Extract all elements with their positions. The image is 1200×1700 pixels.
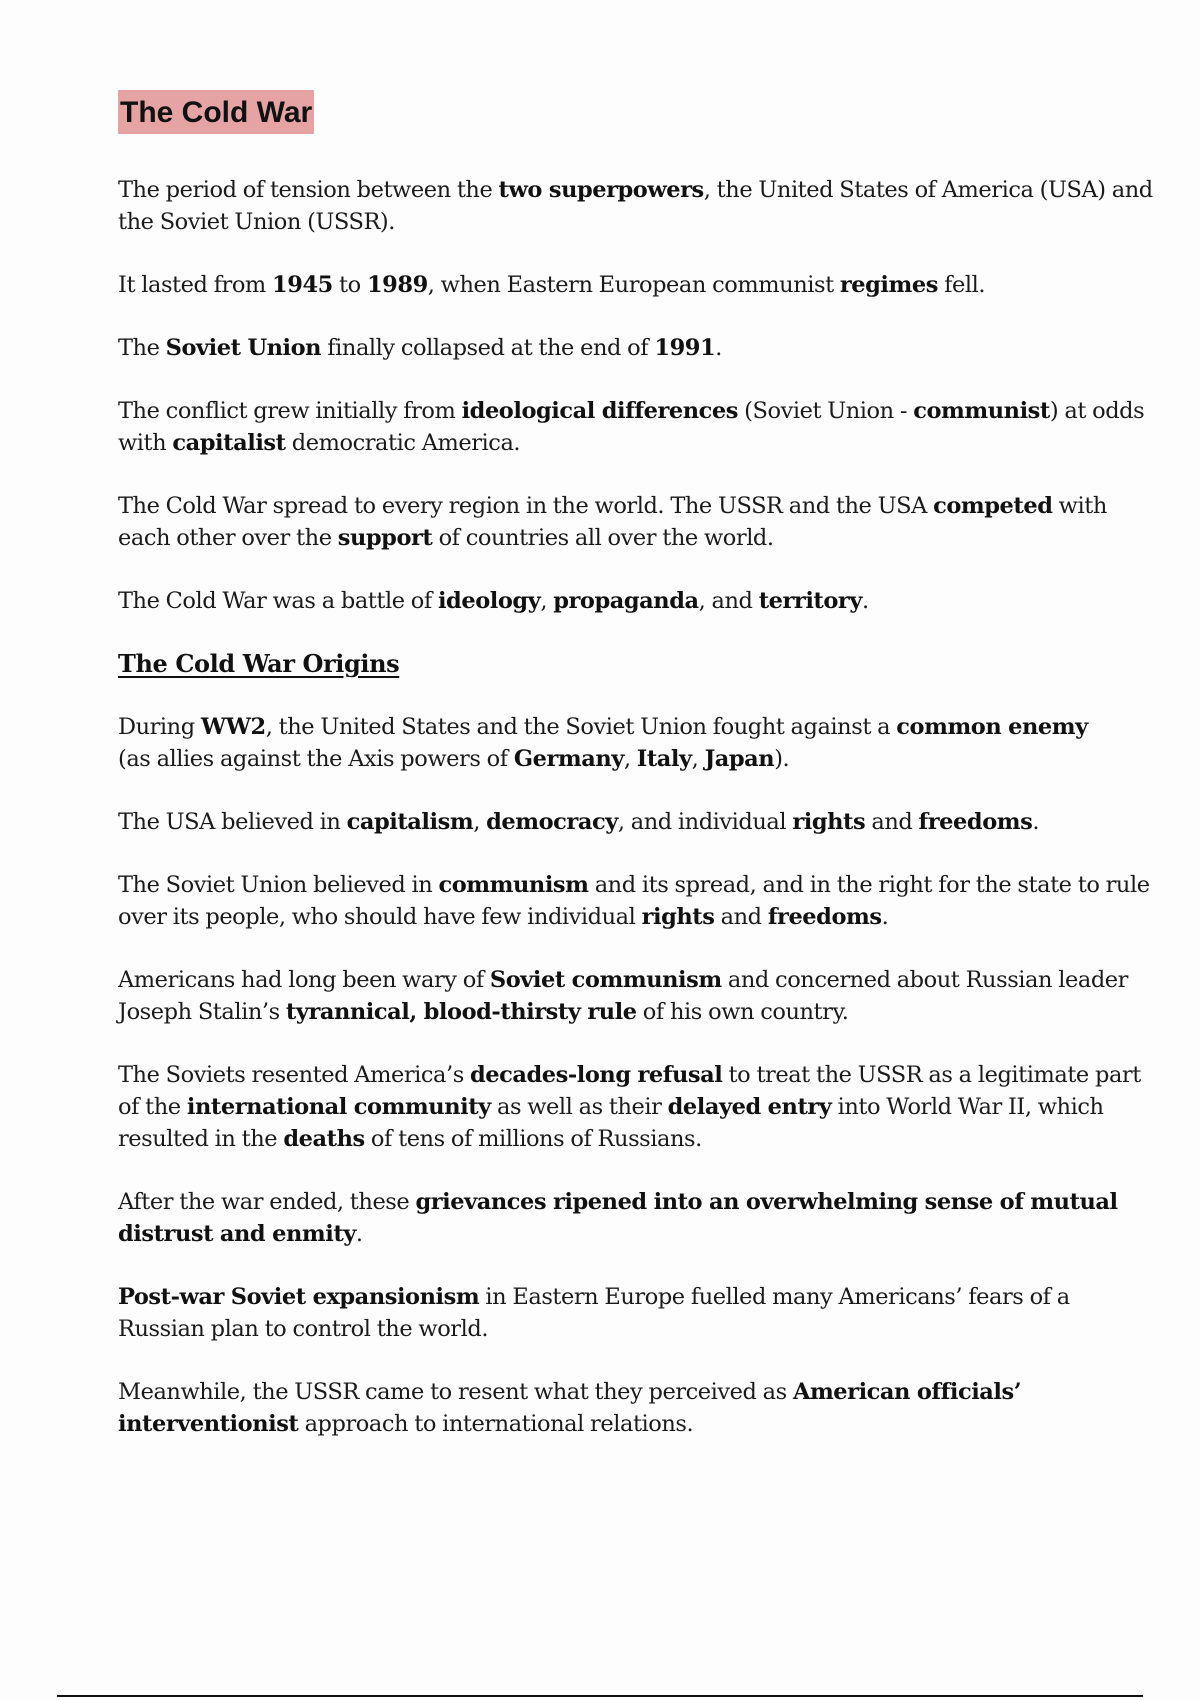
paragraph <box>118 332 1158 364</box>
bold-text: Post-war Soviet expansionism <box>118 1284 480 1310</box>
bold-text: 1945 <box>272 272 333 298</box>
paragraph <box>118 806 1158 838</box>
intro-section <box>118 174 1158 617</box>
bold-text: competed <box>933 493 1053 519</box>
bold-text: rights <box>641 904 715 930</box>
bold-text: Germany <box>513 746 624 772</box>
document-title: The Cold War <box>118 90 314 134</box>
text-run: approach to international relations. <box>298 1411 694 1437</box>
text-run: and <box>865 809 919 835</box>
paragraph <box>118 269 1158 301</box>
paragraph <box>118 395 1158 459</box>
text-run: ). <box>774 746 790 772</box>
bold-text: Japan <box>704 746 775 772</box>
text-run: , <box>540 588 554 614</box>
origins-section <box>118 711 1158 1440</box>
bold-text: Soviet Union <box>165 335 322 361</box>
bold-text: Soviet communism <box>489 967 722 993</box>
text-run: , <box>473 809 487 835</box>
bold-text: support <box>337 525 433 551</box>
paragraph <box>118 1376 1158 1440</box>
bold-text: communist <box>913 398 1050 424</box>
bold-text: deaths <box>283 1126 365 1152</box>
text-run: , <box>691 746 705 772</box>
text-run: The Soviet Union believed in <box>118 872 439 898</box>
text-run: . <box>355 1221 363 1247</box>
bold-text: common enemy <box>896 714 1088 740</box>
text-run: in Eastern Europe fuelled many Americans’ fears of a Russian plan to control the world. <box>118 1284 1070 1342</box>
text-run: and <box>714 904 768 930</box>
bold-text: 1989 <box>366 272 428 298</box>
text-run: into World War II, which resulted in the <box>118 1094 1104 1152</box>
paragraph <box>118 174 1158 238</box>
bold-text: communism <box>438 872 589 898</box>
bold-text: ideological differences <box>461 398 738 424</box>
text-run: with each other over the <box>118 493 1107 551</box>
paragraph <box>118 869 1158 933</box>
text-run: , the United States of America (USA) and the Soviet Union (USSR). <box>118 177 1153 235</box>
bold-text: interventionist <box>118 1411 299 1437</box>
text-run: , and individual <box>617 809 793 835</box>
text-run: During <box>118 714 201 740</box>
bold-text: territory <box>758 588 862 614</box>
text-run: . <box>1032 809 1040 835</box>
bold-text: decades-long refusal <box>470 1062 723 1088</box>
text-run: finally collapsed at the end of <box>321 335 655 361</box>
text-run: ) at odds with <box>118 398 1145 456</box>
text-run: and concerned about Russian leader Joseph Stalin’s <box>118 967 1128 1025</box>
text-run: , the United States and the Soviet Union fought against a <box>265 714 897 740</box>
text-run: and its spread, and in the right for the state to rule over its people, who should have few individual <box>118 872 1150 930</box>
paragraph <box>118 490 1158 554</box>
text-run: . <box>715 335 722 361</box>
bold-text: Italy <box>636 746 692 772</box>
paragraph <box>118 964 1158 1028</box>
text-run: fell. <box>937 272 986 298</box>
bold-text: ideology <box>437 588 541 614</box>
paragraph <box>118 1059 1158 1155</box>
bold-text: WW2 <box>200 714 266 740</box>
paragraph <box>118 711 1158 775</box>
text-run: The conflict grew initially from <box>118 398 462 424</box>
bold-text: grievances ripened into an overwhelming sense of mutual distrust and enmity <box>118 1189 1118 1247</box>
text-run: to treat the USSR as a legitimate part of the <box>118 1062 1141 1120</box>
text-run: It lasted from <box>118 272 273 298</box>
text-run: The Soviets resented America’s <box>118 1062 470 1088</box>
bold-text: tyrannical, blood-thirsty rule <box>285 999 637 1025</box>
paragraph <box>118 585 1158 617</box>
text-run: of tens of millions of Russians. <box>364 1126 702 1152</box>
bold-text: capitalism <box>346 809 474 835</box>
text-run: The Cold War spread to every region in the world. The USSR and the USA <box>118 493 934 519</box>
bold-text: democracy <box>486 809 618 835</box>
paragraph <box>118 1186 1158 1250</box>
paragraph <box>118 1281 1158 1345</box>
bold-text: delayed entry <box>667 1094 832 1120</box>
text-run: to <box>332 272 367 298</box>
text-run: democratic America. <box>285 430 521 456</box>
footer-rule <box>57 1695 1143 1697</box>
text-run: (as allies against the Axis powers of <box>118 746 514 772</box>
text-run: The period of tension between the <box>118 177 499 203</box>
bold-text: freedoms <box>767 904 882 930</box>
text-run: , when Eastern European communist <box>427 272 840 298</box>
bold-text: two superpowers <box>498 177 704 203</box>
bold-text: rights <box>792 809 866 835</box>
text-run: After the war ended, these <box>118 1189 416 1215</box>
text-run: of his own country. <box>636 999 849 1025</box>
text-run: as well as their <box>490 1094 668 1120</box>
text-run: . <box>881 904 889 930</box>
text-run: , <box>623 746 637 772</box>
bold-text: regimes <box>839 272 938 298</box>
bold-text: propaganda <box>553 588 699 614</box>
bold-text: international community <box>186 1094 491 1120</box>
text-run: (Soviet Union - <box>737 398 914 424</box>
text-run: . <box>861 588 869 614</box>
document-page <box>118 90 1158 1471</box>
text-run: The <box>118 335 166 361</box>
text-run: The USA believed in <box>118 809 347 835</box>
text-run: The Cold War was a battle of <box>118 588 438 614</box>
bold-text: 1991 <box>654 335 716 361</box>
text-run: Meanwhile, the USSR came to resent what they perceived as <box>118 1379 793 1405</box>
text-run: , and <box>698 588 759 614</box>
bold-text: freedoms <box>918 809 1033 835</box>
section-heading-origins: The Cold War Origins <box>118 649 400 678</box>
bold-text: American officials’ <box>792 1379 1022 1405</box>
bold-text: capitalist <box>172 430 286 456</box>
text-run: Americans had long been wary of <box>118 967 490 993</box>
text-run: of countries all over the world. <box>432 525 774 551</box>
